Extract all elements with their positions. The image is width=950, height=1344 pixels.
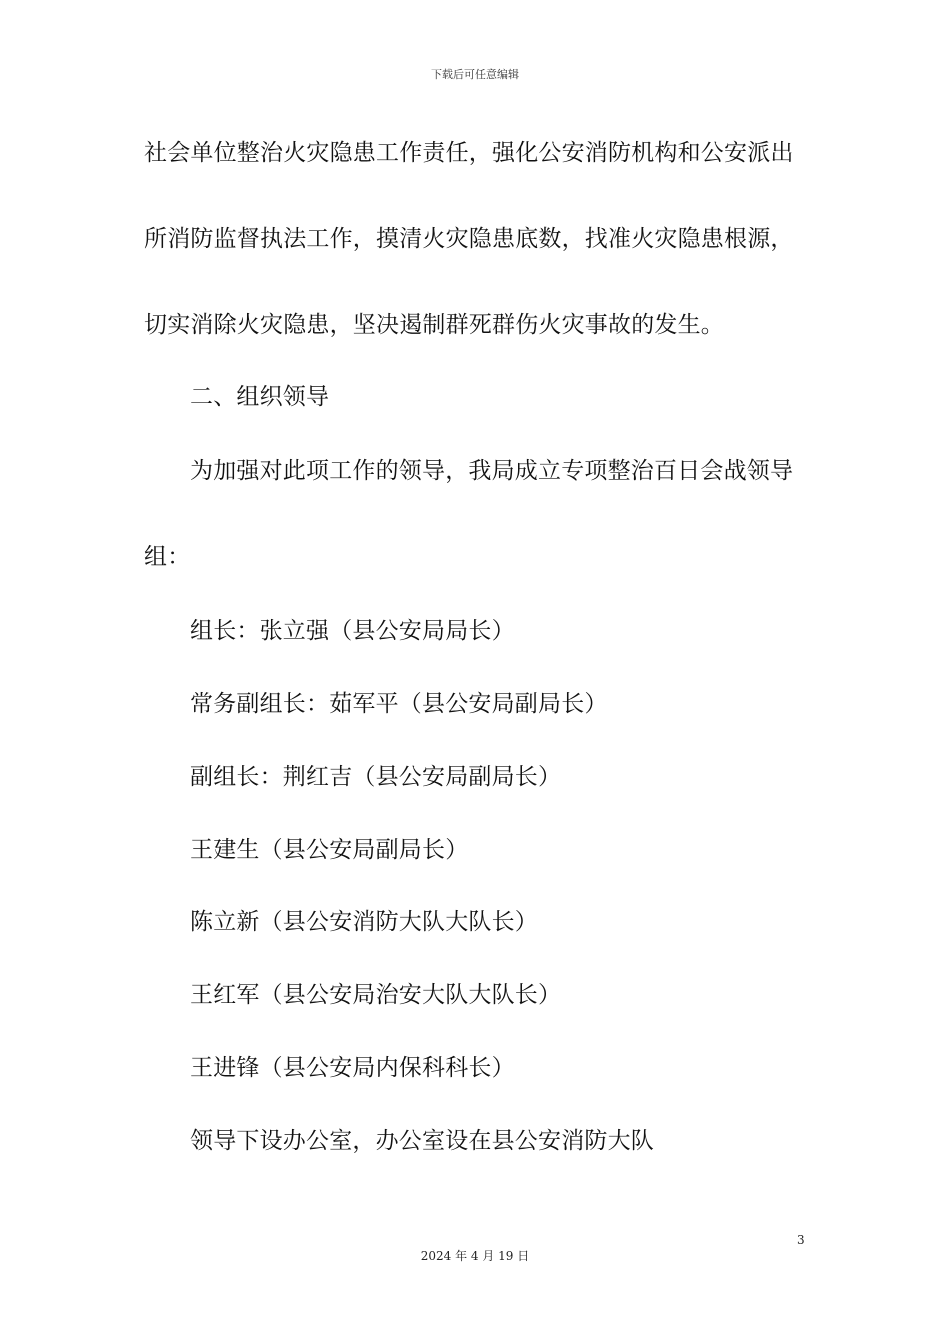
body-line-2: 所消防监督执法工作，摸清火灾隐患底数，找准火灾隐患根源， [144,226,794,252]
body-line-6: 组： [144,544,191,570]
body-line-3: 切实消除火灾隐患，坚决遏制群死群伤火灾事故的发生。 [144,312,724,338]
leader-deputy: 副组长：荆红吉（县公安局副局长） [190,764,562,790]
section-heading: 二、组织领导 [190,384,330,410]
member-4: 王进锋（县公安局内保科科长） [190,1055,515,1081]
page-header: 下载后可任意编辑 [431,68,519,81]
body-line-5: 为加强对此项工作的领导，我局成立专项整治百日会战领导 [190,458,794,484]
body-line-1: 社会单位整治火灾隐患工作责任，强化公安消防机构和公安派出 [144,140,794,166]
leader-executive-deputy: 常务副组长：茹军平（县公安局副局长） [190,691,608,717]
member-2: 陈立新（县公安消防大队大队长） [190,909,538,935]
office-note: 领导下设办公室，办公室设在县公安消防大队 [190,1128,654,1154]
leader-group-head: 组长：张立强（县公安局局长） [190,618,515,644]
member-1: 王建生（县公安局副局长） [190,837,469,863]
page-date: 2024 年 4 月 19 日 [420,1249,530,1263]
member-3: 王红军（县公安局治安大队大队长） [190,982,562,1008]
page-number: 3 [797,1233,805,1247]
